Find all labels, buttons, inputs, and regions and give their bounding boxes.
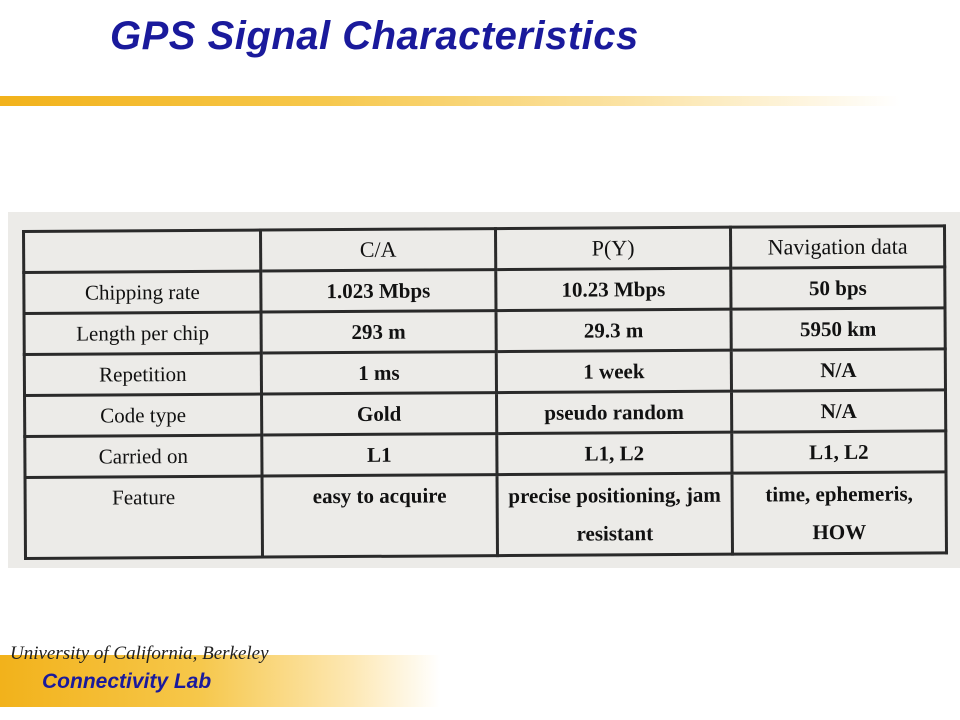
row-label: Length per chip — [24, 312, 261, 354]
table-cell: 1 ms — [261, 352, 496, 394]
table-cell: 5950 km — [731, 308, 945, 350]
table-cell: 1 week — [496, 350, 731, 392]
table-row — [25, 472, 946, 559]
table-row — [25, 390, 946, 437]
table-cell: L1 — [262, 434, 497, 476]
header-cell-empty — [24, 230, 261, 272]
footer-lab-name: Connectivity Lab — [42, 670, 212, 693]
table-cell: 50 bps — [731, 267, 945, 309]
table-cell: L1, L2 — [497, 432, 732, 474]
row-label: Carried on — [25, 435, 262, 477]
table-cell: L1, L2 — [732, 431, 946, 473]
table-row — [24, 267, 945, 314]
table-cell: time, ephemeris, HOW — [732, 472, 946, 554]
table-cell: N/A — [731, 390, 945, 432]
row-label: Code type — [25, 394, 262, 436]
row-label: Chipping rate — [24, 271, 261, 313]
table-cell: pseudo random — [497, 391, 732, 433]
gps-signal-table — [22, 224, 948, 560]
row-label: Repetition — [24, 353, 261, 395]
table-header-row — [24, 226, 945, 273]
header-cell-navigation-data: Navigation data — [730, 226, 944, 268]
table-cell: 293 m — [261, 311, 496, 353]
title-divider-bar — [0, 96, 900, 106]
table-cell: 29.3 m — [496, 309, 731, 351]
table-cell: easy to acquire — [262, 475, 497, 557]
table-cell: 10.23 Mbps — [496, 268, 731, 310]
table-row — [25, 431, 946, 478]
table-cell: precise positioning, jam resistant — [497, 473, 732, 555]
table-row — [24, 349, 945, 396]
table-cell: Gold — [262, 393, 497, 435]
header-cell-py: P(Y) — [496, 227, 731, 269]
header-cell-ca: C/A — [261, 229, 496, 271]
table-cell: N/A — [731, 349, 945, 391]
row-label: Feature — [25, 476, 262, 558]
table-row — [24, 308, 945, 355]
footer-institution: University of California, Berkeley — [10, 643, 269, 664]
table-cell: 1.023 Mbps — [261, 270, 496, 312]
slide-title: GPS Signal Characteristics — [110, 14, 639, 58]
